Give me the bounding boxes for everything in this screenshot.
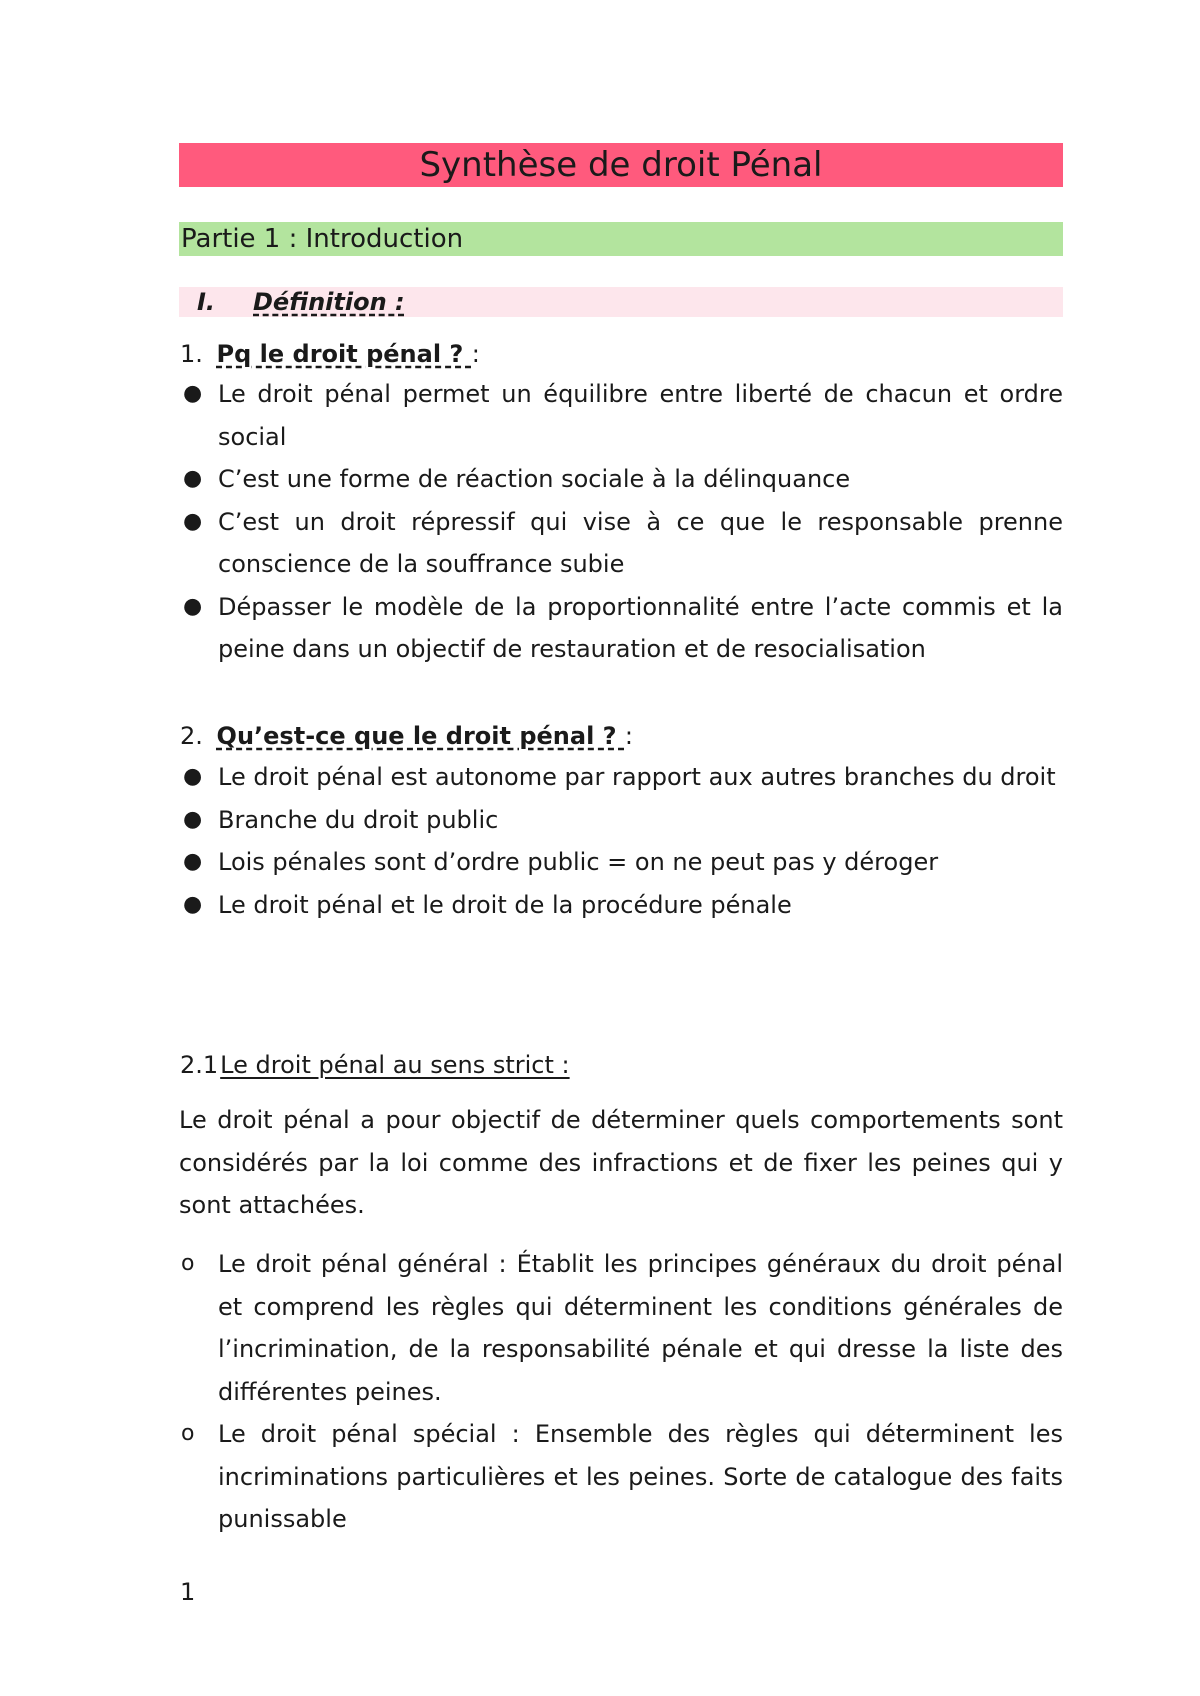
bullet-icon: ● <box>183 806 203 832</box>
bullet-icon: ● <box>183 508 203 534</box>
list-item: ● Dépasser le modèle de la proportionnalité entre l’acte commis et la peine dans un objectif de restauration et de resocialisation <box>179 586 1063 671</box>
list-item: ● Lois pénales sont d’ordre public = on ne peut pas y déroger <box>179 841 1063 884</box>
question-1-number: 1. <box>180 340 203 368</box>
question-2-suffix: : <box>624 722 634 750</box>
page-number: 1 <box>180 1578 196 1606</box>
question-1-suffix: : <box>471 340 480 368</box>
section-number: I. <box>197 288 216 316</box>
list-item: ● C’est un droit répressif qui vise à ce que le responsable prenne conscience de la souffrance subie <box>179 501 1063 586</box>
section-heading <box>179 287 1063 317</box>
list-item: o Le droit pénal général : Établit les principes généraux du droit pénal et comprend les règles qui déterminent les conditions générales de l’incrimination, de la responsabilité pénale et qui dresse la liste des différentes peines. <box>179 1243 1063 1413</box>
bullet-icon: ● <box>183 891 203 917</box>
bullet-icon: ● <box>183 466 203 491</box>
part-heading: Partie 1 : Introduction <box>179 222 1063 256</box>
question-2-number: 2. <box>180 722 203 750</box>
list-item: o Le droit pénal spécial : Ensemble des règles qui déterminent les incriminations particulières et les peines. Sorte de catalogue des faits punissable <box>179 1413 1063 1541</box>
bullet-icon: ● <box>183 764 203 789</box>
list-item: ● Le droit pénal et le droit de la procédure pénale <box>179 884 1063 927</box>
list-item: ● Le droit pénal est autonome par rapport aux autres branches du droit <box>179 756 1063 799</box>
question-1-label: Pq le droit pénal ? <box>216 340 472 368</box>
bullet-icon: ● <box>183 849 203 874</box>
subsection-number: 2.1 <box>180 1051 219 1079</box>
bullet-icon: ● <box>183 381 203 406</box>
question-1-bullets <box>179 373 1063 671</box>
list-item: ● Branche du droit public <box>179 799 1063 842</box>
subsection-label: Le droit pénal au sens strict : <box>220 1051 570 1079</box>
subsection-heading <box>180 1050 570 1080</box>
circle-bullet-icon: o <box>181 1421 195 1446</box>
section-label: Définition : <box>253 288 405 316</box>
circle-bullet-icon: o <box>181 1251 195 1276</box>
subsection-paragraph: Le droit pénal a pour objectif de déterminer quels comportements sont considérés par la loi comme des infractions et de fixer les peines qui y sont attachées. <box>179 1106 1063 1219</box>
bullet-icon: ● <box>183 593 203 619</box>
subsection-items <box>179 1243 1063 1541</box>
document-title: Synthèse de droit Pénal <box>179 143 1063 187</box>
question-2-heading <box>180 721 633 751</box>
question-2-label: Qu’est-ce que le droit pénal ? <box>216 722 625 750</box>
question-2-bullets <box>179 756 1063 926</box>
list-item: ● Le droit pénal permet un équilibre entre liberté de chacun et ordre social <box>179 373 1063 458</box>
question-1-heading <box>180 339 480 369</box>
list-item: ● C’est une forme de réaction sociale à la délinquance <box>179 458 1063 501</box>
